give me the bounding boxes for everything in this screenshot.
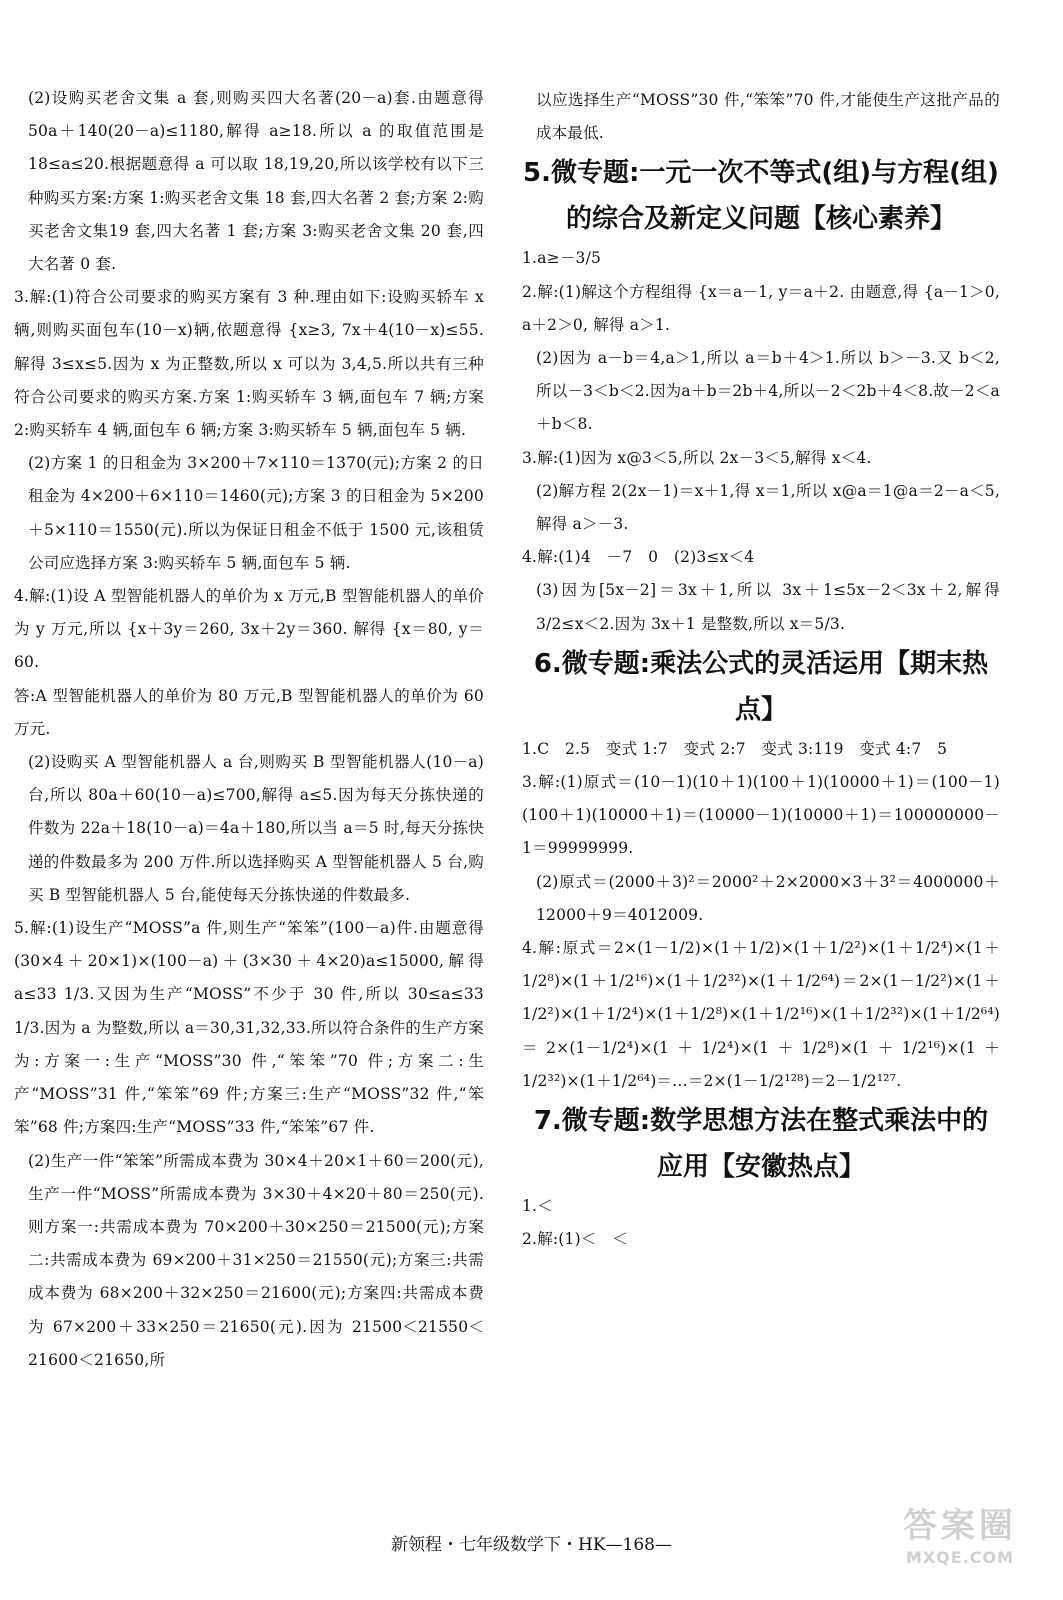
answer-paragraph: 3.解:(1)因为 x@3＜5,所以 2x－3＜5,解得 x＜4. xyxy=(522,448,872,467)
answer-paragraph: (2)因为 a－b＝4,a＞1,所以 a＝b＋4＞1.所以 b＞－3.又 b＜2,所以－3＜b＜2.因为a＋b＝2b＋4,所以－2＜2b＋4＜8.故－2＜a＋b＜8. xyxy=(536,349,1000,434)
section-heading-7: 7.微专题:数学思想方法在整式乘法中的应用【安徽热点】 xyxy=(533,1106,989,1183)
answer-paragraph: (2)设购买老舍文集 a 套,则购买四大名著(20－a)套.由题意得 50a＋140(20－a)≤1180,解得 a≥18.所以 a 的取值范围是 18≤a≤20.根据题意得 a 可以取 18,19,20,所以该学校有以下三种购买方案:方案 1:购买老舍文集 18 套,四大名著 2 套;方案 2:购买老舍文集19 套,四大名著 1 套;方案 3:购买老舍文集 20 套,四大名著 0 套. xyxy=(28,89,484,274)
watermark-logo xyxy=(885,1504,1035,1582)
answer-paragraph: 3.解:(1)符合公司要求的购买方案有 3 种.理由如下:设购买轿车 x 辆,则购买面包车(10－x)辆,依题意得 {x≥3, 7x＋4(10－x)≤55. 解得 3≤x≤5.因为 x 为正整数,所以 x 可以为 3,4,5.所以共有三种符合公司要求的购买方案.方案 1:购买轿车 3 辆,面包车 7 辆;方案 2:购买轿车 4 辆,面包车 6 辆;方案 3:购买轿车 5 辆,面包车 5 辆. xyxy=(14,288,484,440)
left-column xyxy=(14,82,484,1377)
right-column xyxy=(522,84,1000,1256)
answer-paragraph: 1.＜ xyxy=(522,1197,553,1216)
answer-paragraph: 以应选择生产“MOSS”30 件,“笨笨”70 件,才能使生产这批产品的成本最低. xyxy=(536,91,1000,143)
section-heading-5: 5.微专题:一元一次不等式(组)与方程(组)的综合及新定义问题【核心素养】 xyxy=(523,158,999,235)
section-heading-6: 6.微专题:乘法公式的灵活运用【期末热点】 xyxy=(533,648,989,725)
watermark-main: 答案圈 xyxy=(903,1506,1017,1546)
answer-paragraph: (2)原式＝(2000＋3)²＝2000²＋2×2000×3＋3²＝4000000＋12000＋9＝4012009. xyxy=(536,872,1000,924)
answer-paragraph: 1.C 2.5 变式 1:7 变式 2:7 变式 3:119 变式 4:7 5 xyxy=(522,739,948,758)
answer-paragraph: 5.解:(1)设生产“MOSS”a 件,则生产“笨笨”(100－a)件.由题意得(30×4＋20×1)×(100－a)＋(3×30＋4×20)a≤15000,解得 a≤33 1/3.又因为生产“MOSS”不少于 30 件,所以 30≤a≤33 1/3.因为 a 为整数,所以 a＝30,31,32,33.所以符合条件的生产方案为:方案一:生产“MOSS”30 件,“笨笨”70 件;方案二:生产“MOSS”31 件,“笨笨”69 件;方案三:生产“MOSS”32 件,“笨笨”68 件;方案四:生产“MOSS”33 件,“笨笨”67 件. xyxy=(14,919,484,1137)
answer-paragraph: 4.解:原式＝2×(1－1/2)×(1＋1/2)×(1＋1/2²)×(1＋1/2⁴)×(1＋1/2⁸)×(1＋1/2¹⁶)×(1＋1/2³²)×(1＋1/2⁶⁴)＝2×(1－1/2²)×(1＋1/2²)×(1＋1/2⁴)×(1＋1/2⁸)×(1＋1/2¹⁶)×(1＋1/2³²)×(1＋1/2⁶⁴)＝2×(1－1/2⁴)×(1＋1/2⁴)×(1＋1/2⁸)×(1＋1/2¹⁶)×(1＋1/2³²)×(1＋1/2⁶⁴)＝…＝2×(1－1/2¹²⁸)＝2－1/2¹²⁷. xyxy=(522,939,1000,1090)
page-footer: 新领程・七年级数学下・HK—168— xyxy=(391,1535,672,1555)
answer-paragraph: (2)方案 1 的日租金为 3×200＋7×110＝1370(元);方案 2 的日租金为 4×200＋6×110＝1460(元);方案 3 的日租金为 5×200＋5×110＝1550(元).所以为保证日租金不低于 1500 元,该租赁公司应选择方案 3:购买轿车 5 辆,面包车 5 辆. xyxy=(28,454,484,572)
watermark-sub: MXQE.COM xyxy=(905,1548,1015,1567)
answer-paragraph: (2)生产一件“笨笨”所需成本费为 30×4＋20×1＋60＝200(元),生产一件“MOSS”所需成本费为 3×30＋4×20＋80＝250(元).则方案一:共需成本费为 70×200＋30×250＝21500(元);方案二:共需成本费为 69×200＋31×250＝21550(元);方案三:共需成本费为 68×200＋32×250＝21600(元);方案四:共需成本费为 67×200＋33×250＝21650(元).因为 21500＜21550＜21600＜21650,所 xyxy=(28,1151,484,1369)
answer-paragraph: 答:A 型智能机器人的单价为 80 万元,B 型智能机器人的单价为 60 万元. xyxy=(14,686,484,738)
answer-paragraph: 2.解:(1)解这个方程组得 {x＝a－1, y＝a＋2. 由题意,得 {a－1＞0, a＋2＞0, 解得 a＞1. xyxy=(522,282,1000,334)
answer-paragraph: (2)设购买 A 型智能机器人 a 台,则购买 B 型智能机器人(10－a)台,所以 80a＋60(10－a)≤700,解得 a≤5.因为每天分拣快递的件数为 22a＋18(10－a)＝4a＋180,所以当 a＝5 时,每天分拣快递的件数最多为 200 万件.所以选择购买 A 型智能机器人 5 台,购买 B 型智能机器人 5 台,能使每天分拣快递的件数最多. xyxy=(28,753,484,904)
answer-paragraph: 4.解:(1)4 －7 0 (2)3≤x＜4 xyxy=(522,548,755,567)
answer-paragraph: 3.解:(1)原式＝(10－1)(10＋1)(100＋1)(10000＋1)＝(100－1)(100＋1)(10000＋1)＝(10000－1)(10000＋1)＝100000000－1＝99999999. xyxy=(522,773,1000,858)
answer-paragraph: 2.解:(1)＜ ＜ xyxy=(522,1230,628,1249)
answer-paragraph: (2)解方程 2(2x－1)＝x＋1,得 x＝1,所以 x@a＝1@a＝2－a＜5,解得 a＞－3. xyxy=(536,481,1000,534)
answer-paragraph: 1.a≥－3/5 xyxy=(522,249,602,268)
answer-paragraph: 4.解:(1)设 A 型智能机器人的单价为 x 万元,B 型智能机器人的单价为 y 万元,所以 {x＋3y＝260, 3x＋2y＝360. 解得 {x＝80, y＝60. xyxy=(14,587,484,672)
answer-paragraph: (3)因为[5x－2]＝3x＋1,所以 3x＋1≤5x－2＜3x＋2,解得 3/2≤x＜2.因为 3x＋1 是整数,所以 x＝5/3. xyxy=(536,581,1000,633)
